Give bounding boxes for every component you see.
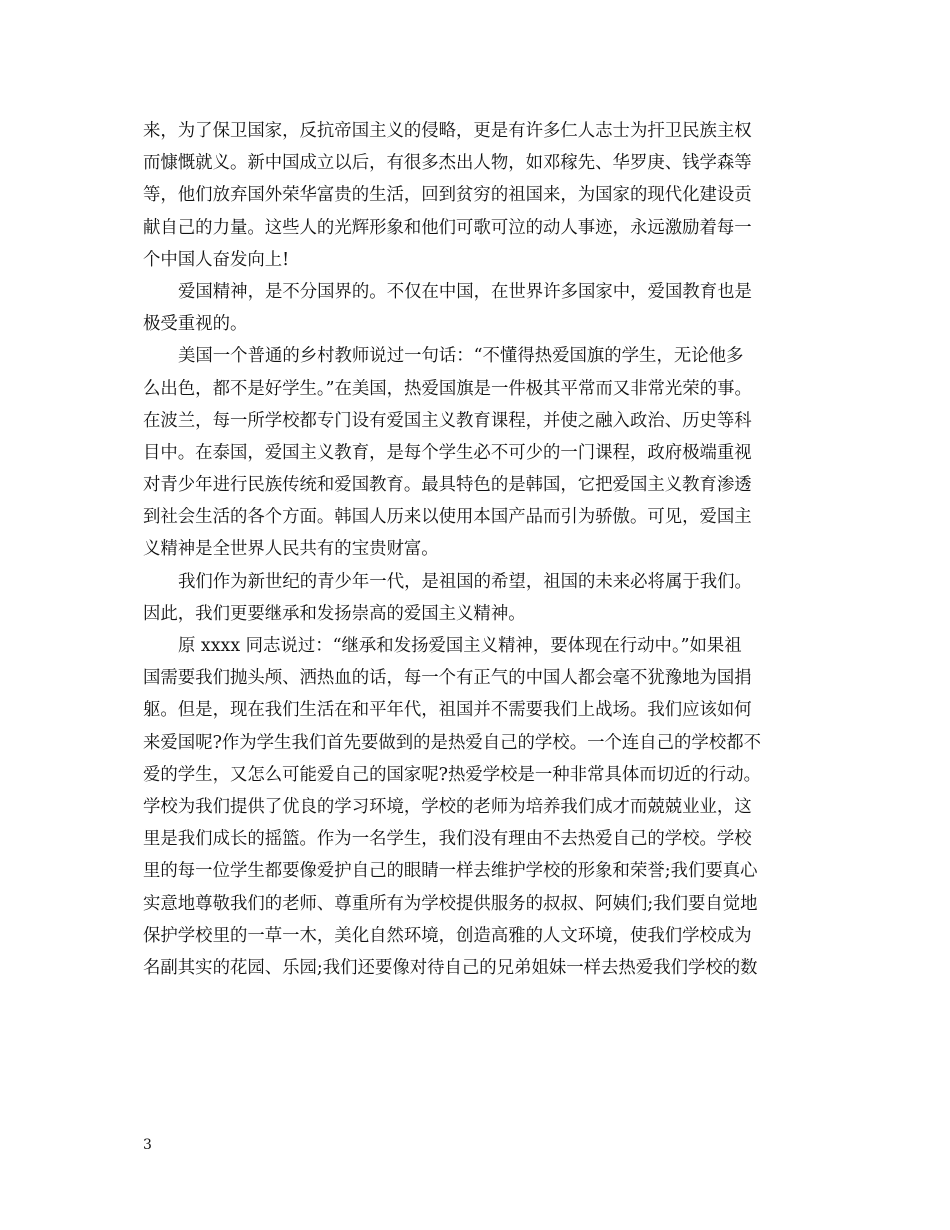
text-line: 义精神是全世界人民共有的宝贵财富。 [143,539,439,560]
page-number: 3 [143,1137,152,1153]
body-text [143,115,813,984]
text-line: 躯。但是，现在我们生活在和平年代，祖国并不需要我们上战场。我们应该如何 [143,700,752,721]
text-line: 国需要我们抛头颅、洒热血的话，每一个有正气的中国人都会毫不犹豫地为国捐 [143,668,752,689]
paragraph-start-line: 原 xxxx 同志说过：“继承和发扬爱国主义精神，要体现在行动中。”如果祖 [178,636,742,656]
text-line: 献自己的力量。这些人的光辉形象和他们可歌可泣的动人事迹，永远激励着每一 [143,217,752,238]
text-line: 等，他们放弃国外荣华富贵的生活，回到贫穷的祖国来，为国家的现代化建设贡 [143,185,752,206]
text-line: 里是我们成长的摇篮。作为一名学生，我们没有理由不去热爱自己的学校。学校 [143,829,752,850]
text-line: 实意地尊敬我们的老师、尊重所有为学校提供服务的叔叔、阿姨们;我们要自觉地 [143,893,758,914]
text-line: 因此，我们更要继承和发扬崇高的爱国主义精神。 [143,603,526,624]
text-line: 来爱国呢?作为学生我们首先要做到的是热爱自己的学校。一个连自己的学校都不 [143,732,761,753]
text-line: 学校为我们提供了优良的学习环境，学校的老师为培养我们成才而兢兢业业，这 [143,796,752,817]
text-line: 而慷慨就义。新中国成立以后，有很多杰出人物，如邓稼先、华罗庚、钱学森等 [143,153,752,174]
text-line: 目中。在泰国，爱国主义教育，是每个学生必不可少的一门课程，政府极端重视 [143,442,752,463]
text-line: 么出色，都不是好学生。”在美国，热爱国旗是一件极其平常而又非常光荣的事。 [143,378,752,399]
text-line: 在波兰，每一所学校都专门设有爱国主义教育课程，并使之融入政治、历史等科 [143,410,752,431]
text-line: 个中国人奋发向上! [143,249,290,270]
paragraph-start-line: 美国一个普通的乡村教师说过一句话：“不懂得热爱国旗的学生，无论他多 [178,346,744,367]
text-line: 保护学校里的一草一木，美化自然环境，创造高雅的人文环境，使我们学校成为 [143,925,752,946]
paragraph-start-line: 爱国精神，是不分国界的。不仅在中国，在世界许多国家中，爱国教育也是 [178,281,752,302]
text-line: 极受重视的。 [143,314,248,335]
text-line: 名副其实的花园、乐园;我们还要像对待自己的兄弟姐妹一样去热爱我们学校的数 [143,957,758,978]
text-line: 来，为了保卫国家，反抗帝国主义的侵略，更是有许多仁人志士为扞卫民族主权 [143,121,752,141]
paragraph-start-line: 我们作为新世纪的青少年一代，是祖国的希望，祖国的未来必将属于我们。 [178,571,752,592]
text-line: 里的每一位学生都要像爱护自己的眼睛一样去维护学校的形象和荣誉;我们要真心 [143,861,758,882]
text-line: 对青少年进行民族传统和爱国教育。最具特色的是韩国，它把爱国主义教育渗透 [143,475,752,496]
text-line: 到社会生活的各个方面。韩国人历来以使用本国产品而引为骄傲。可见，爱国主 [143,507,752,528]
text-line: 爱的学生，又怎么可能爱自己的国家呢?热爱学校是一种非常具体而切近的行动。 [143,764,761,785]
